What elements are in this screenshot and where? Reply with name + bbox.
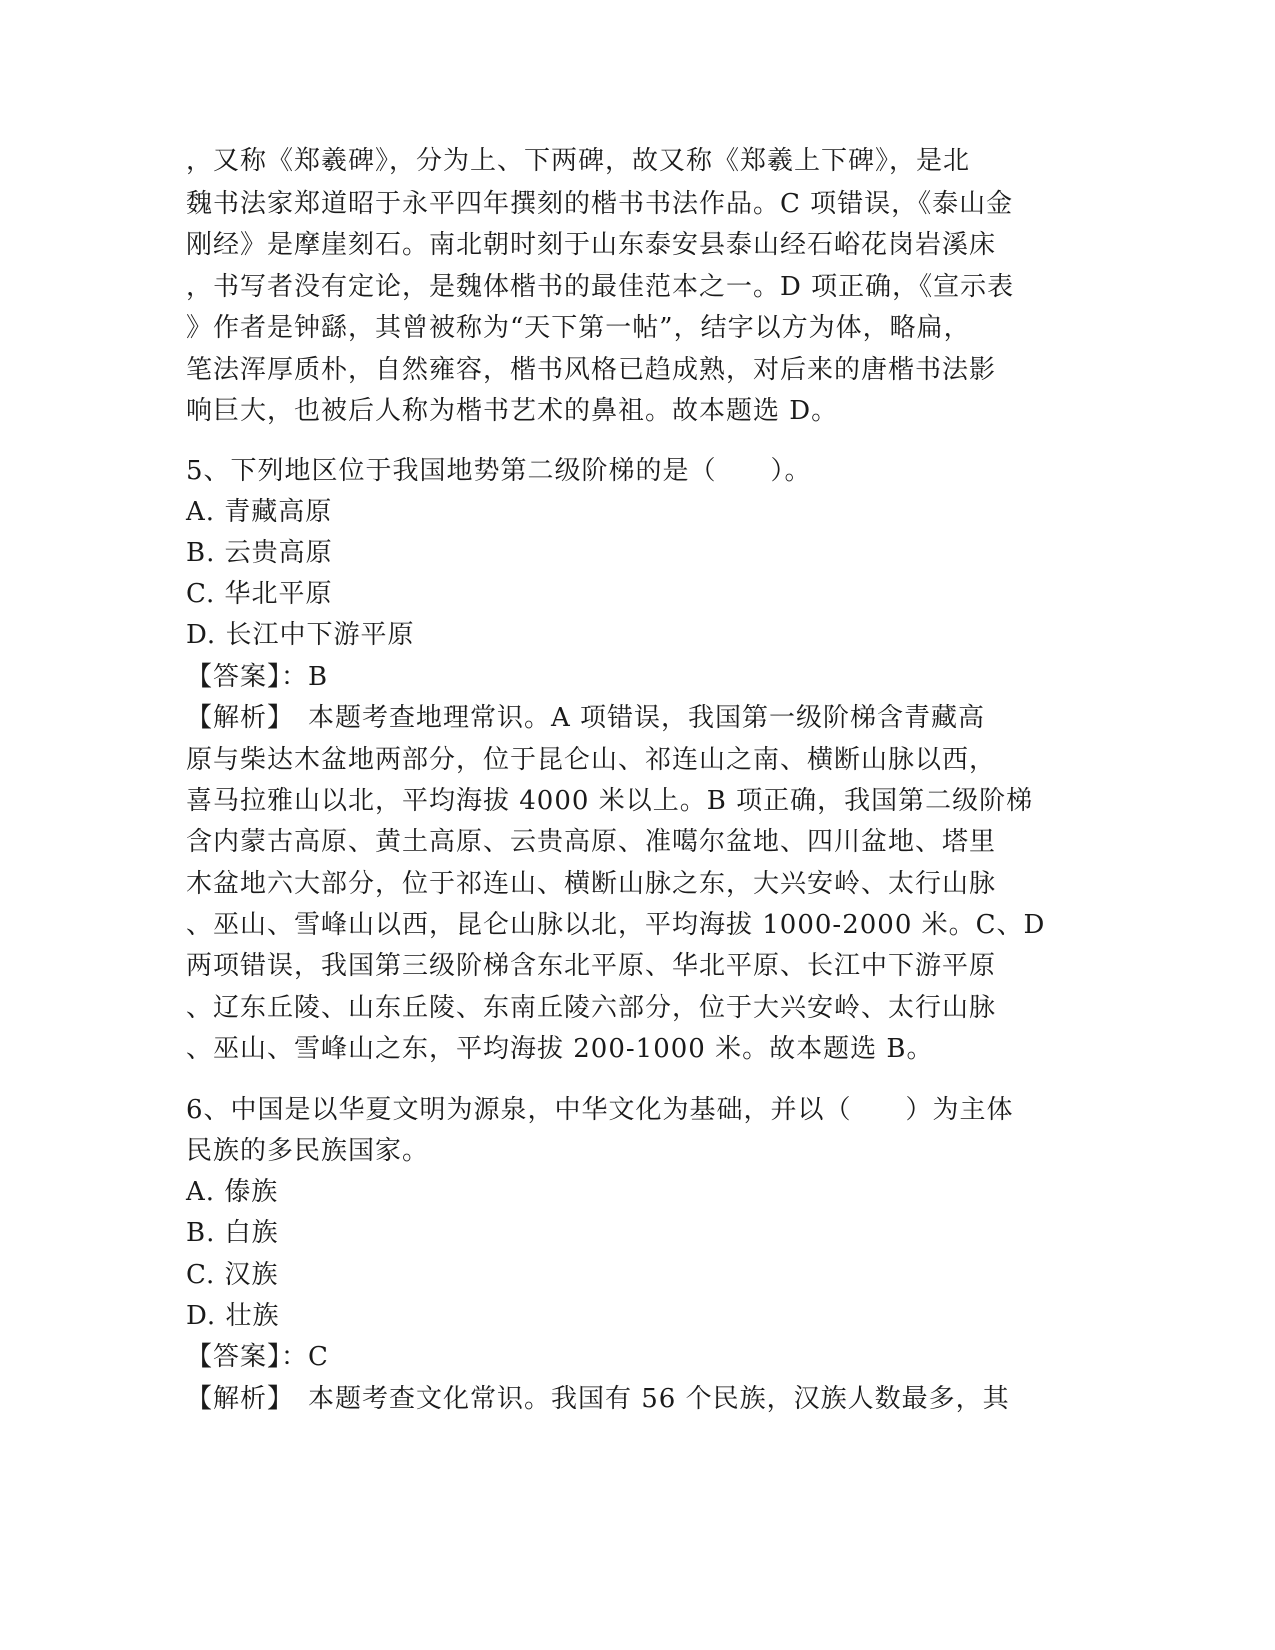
question-6-stem: 6、中国是以华夏文明为源泉，中华文化为基础，并以（ ）为主体 [186,1095,1014,1125]
text-line: ，又称《郑羲碑》，分为上、下两碑，故又称《郑羲上下碑》，是北 [186,146,971,176]
question-5-option-d: D. 长江中下游平原 [186,620,415,650]
text-line: 刚经》是摩崖刻石。南北朝时刻于山东泰安县泰山经石峪花岗岩溪床 [186,230,997,260]
question-5-answer: 【答案】：B [186,662,329,692]
text-line: 响巨大，也被后人称为楷书艺术的鼻祖。故本题选 D。 [186,396,839,426]
text-line: 喜马拉雅山以北，平均海拔 4000 米以上。B 项正确，我国第二级阶梯 [186,786,1034,816]
question-6-answer: 【答案】：C [186,1342,329,1372]
text-line: 原与柴达木盆地两部分，位于昆仑山、祁连山之南、横断山脉以西， [186,745,997,775]
question-6-option-b: B. 白族 [186,1218,279,1248]
text-line: 》作者是钟繇，其曾被称为“天下第一帖”，结字以方为体，略扁， [186,313,971,343]
text-line: 含内蒙古高原、黄土高原、云贵高原、准噶尔盆地、四川盆地、塔里 [186,827,997,857]
text-line: 两项错误，我国第三级阶梯含东北平原、华北平原、长江中下游平原 [186,951,997,981]
question-5-option-a: A. 青藏高原 [186,497,333,527]
text-line: 魏书法家郑道昭于永平四年撰刻的楷书书法作品。C 项错误，《泰山金 [186,189,1014,219]
text-line: 、巫山、雪峰山之东，平均海拔 200-1000 米。故本题选 B。 [186,1034,934,1064]
question-6-analysis: 【解析】 本题考查文化常识。我国有 56 个民族，汉族人数最多，其 [186,1384,1010,1414]
question-5-stem: 5、下列地区位于我国地势第二级阶梯的是（ ）。 [186,456,812,486]
question-5-option-b: B. 云贵高原 [186,538,333,568]
question-5-analysis: 【解析】 本题考查地理常识。A 项错误，我国第一级阶梯含青藏高 [186,703,986,733]
text-line: 笔法浑厚质朴，自然雍容，楷书风格已趋成熟，对后来的唐楷书法影 [186,355,997,385]
question-5-option-c: C. 华北平原 [186,579,333,609]
text-line: 、巫山、雪峰山以西，昆仑山脉以北，平均海拔 1000-2000 米。C、D [186,910,1046,940]
question-6-option-a: A. 傣族 [186,1177,279,1207]
text-line: 木盆地六大部分，位于祁连山、横断山脉之东，大兴安岭、太行山脉 [186,869,997,899]
text-line: 民族的多民族国家。 [186,1136,430,1166]
text-line: ，书写者没有定论，是魏体楷书的最佳范本之一。D 项正确，《宣示表 [186,272,1015,302]
question-6-option-c: C. 汉族 [186,1260,279,1290]
text-line: 、辽东丘陵、山东丘陵、东南丘陵六部分，位于大兴安岭、太行山脉 [186,993,997,1023]
question-6-option-d: D. 壮族 [186,1301,280,1331]
